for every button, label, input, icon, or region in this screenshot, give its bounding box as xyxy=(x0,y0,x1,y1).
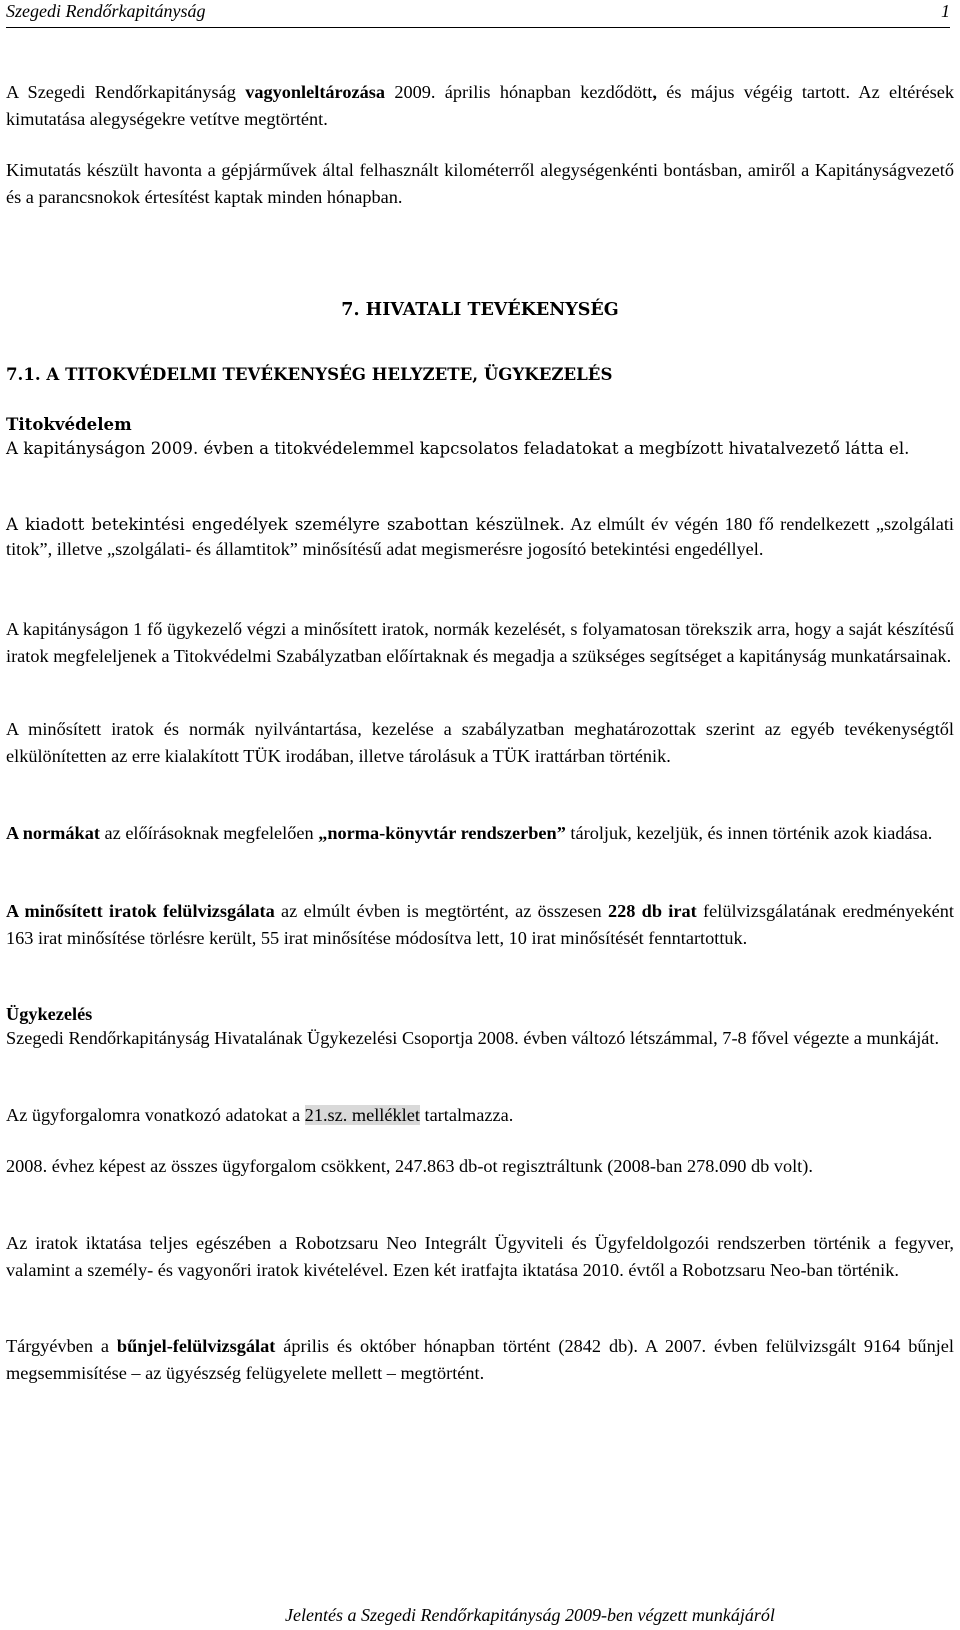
paragraph-iktatas: Az iratok iktatása teljes egészében a Robotzsaru Neo Integrált Ügyviteli és Ügyfeldolgozói rendszerben történik a fegyver, valamint a személy- és vagyonőri iratok kivételével. Ezen két iratfajta iktatása 2010. évtől a Robotzsaru Neo-ban történik. xyxy=(6,1233,954,1280)
text: Az elmúlt év végén 180 fő rendelkezett „szolgálati titok”, illetve „szolgálati- és államtitok” minősítésű adat megismerésre jogosító betekintési engedéllyel. xyxy=(6,514,955,559)
text: az elmúlt évben is megtörtént, az összesen xyxy=(274,901,608,921)
text: felülvizsgálatának eredményeként 163 irat minősítése törlésre került, 55 irat minősítése módosítva lett, 10 irat minősítését fenntartottuk. xyxy=(6,901,954,948)
bold-text: „norma-könyvtár rendszerben” xyxy=(318,823,566,843)
paragraph-normak xyxy=(6,820,954,847)
bold-text: vagyonleltározása xyxy=(245,82,385,102)
paragraph-vagyonleltar xyxy=(6,79,954,133)
paragraph-ugykezelo: A kapitányságon 1 fő ügykezelő végzi a minősített iratok, normák kezelését, s folyamatosan törekszik arra, hogy a saját készítésű iratok megfeleljenek a Titokvédelmi Szabályzatban előírtaknak és megadja a szükséges segítséget a kapitányság munkatársainak. xyxy=(6,619,954,666)
page-number: 1 xyxy=(941,1,950,21)
text: tartalmazza. xyxy=(419,1105,514,1125)
paragraph-bunjel xyxy=(6,1333,954,1387)
header-title: Szegedi Rendőrkapitányság xyxy=(6,1,206,21)
header-divider xyxy=(6,27,950,28)
paragraph-ugyforgalom-csokkent: 2008. évhez képest az összes ügyforgalom csökkent, 247.863 db-ot regisztráltunk (2008-ban 278.090 db volt). xyxy=(6,1156,813,1176)
text: A Szegedi Rendőrkapitányság xyxy=(6,82,246,102)
page-header xyxy=(6,0,950,24)
paragraph-titokvedelem-1: A kapitányságon 2009. évben a titokvédelemmel kapcsolatos feladatokat a megbízott hivatalvezető látta el. xyxy=(6,439,910,458)
subheading-ugykezeles: Ügykezelés xyxy=(6,1004,93,1024)
text: és május végéig tartott. Az eltérések kimutatása alegységekre vetítve megtörtént. xyxy=(6,82,954,129)
text: Tárgyévben a xyxy=(6,1336,117,1356)
text: 2009. április hónapban kezdődött xyxy=(385,82,653,102)
paragraph-felulvizsgalat xyxy=(6,898,954,952)
text: az előírásoknak megfelelően xyxy=(99,823,319,843)
bold-text: bűnjel-felülvizsgálat xyxy=(116,1336,276,1356)
heading-7-1: 7.1. A TITOKVÉDELMI TEVÉKENYSÉG HELYZETE, ÜGYKEZELÉS xyxy=(6,364,613,384)
paragraph-betekintesi xyxy=(6,512,954,562)
paragraph-kimutatas: Kimutatás készült havonta a gépjárművek által felhasznált kilométerről alegységenkénti bontásban, amiről a Kapitányságvezető és a parancsnokok értesítést kaptak minden hónapban. xyxy=(6,160,954,207)
bold-text: A normákat xyxy=(6,823,100,843)
text: április és október hónapban történt (2842 db). A 2007. évben felülvizsgált 9164 bűnjel megsemmisítése – az ügyészség felügyelete mellett – megtörtént. xyxy=(6,1336,954,1383)
heading-7: 7. HIVATALI TEVÉKENYSÉG xyxy=(341,300,619,320)
bold-text: A minősített iratok felülvizsgálata xyxy=(6,901,275,921)
highlighted-text: 21.sz. melléklet xyxy=(304,1105,420,1125)
text: A kiadott betekintési engedélyek személyre szabottan készülnek. xyxy=(6,515,565,534)
subheading-titokvedelem: Titokvédelem xyxy=(6,414,132,434)
text: tároljuk, kezeljük, és innen történik azok kiadása. xyxy=(565,823,933,843)
paragraph-ugyforgalom-adatok xyxy=(6,1102,954,1129)
paragraph-ugykezelesi-csoport: Szegedi Rendőrkapitányság Hivatalának Ügykezelési Csoportja 2008. évben változó létszámmal, 7-8 fővel végezte a munkáját. xyxy=(6,1028,940,1048)
bold-text: , xyxy=(652,82,657,102)
bold-text: 228 db irat xyxy=(607,901,697,921)
footer-text: Jelentés a Szegedi Rendőrkapitányság 2009-ben végzett munkájáról xyxy=(285,1605,775,1625)
text: Az ügyforgalomra vonatkozó adatokat a xyxy=(6,1105,305,1125)
page-footer xyxy=(0,1604,960,1626)
paragraph-nyilvantartas: A minősített iratok és normák nyilvántartása, kezelése a szabályzatban meghatározottak szerint az egyéb tevékenységtől elkülönítetten az erre kialakított TÜK irodában, illetve tárolásuk a TÜK irattárban történik. xyxy=(6,719,954,766)
